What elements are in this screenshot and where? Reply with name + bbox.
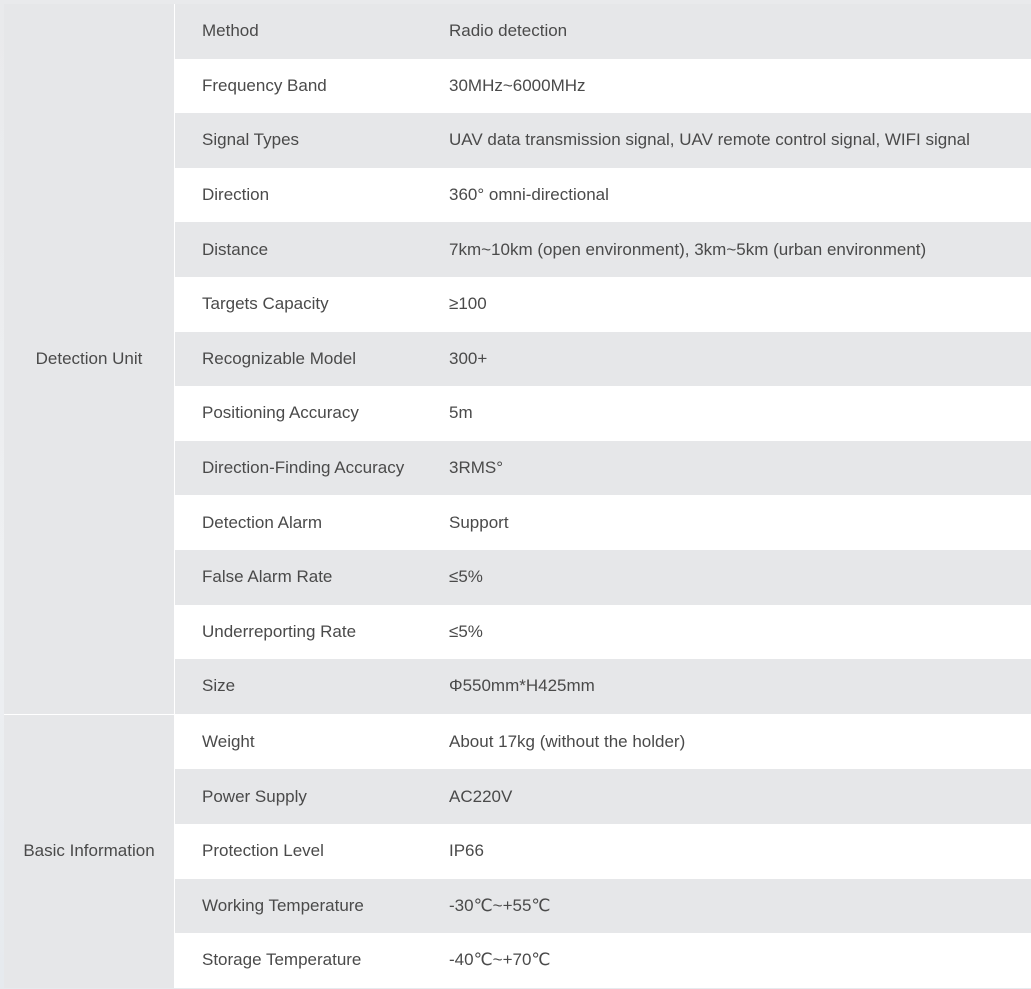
param-name: Positioning Accuracy (202, 403, 359, 423)
param-value: ≥100 (449, 294, 487, 314)
param-value: -30℃~+55℃ (449, 895, 551, 915)
group-basic-information (4, 715, 1031, 988)
table-row (175, 59, 1031, 114)
param-value: ≤5% (449, 621, 483, 641)
table-row (175, 4, 1031, 59)
param-value: IP66 (449, 841, 484, 861)
group-label: Detection Unit (4, 4, 175, 714)
param-name: Weight (202, 732, 255, 752)
table-row (175, 222, 1031, 277)
table-row (175, 113, 1031, 168)
param-value: 5m (449, 403, 473, 423)
table-row (175, 879, 1031, 934)
param-value: Radio detection (449, 21, 568, 41)
group-rows (175, 715, 1031, 988)
table-row (175, 332, 1031, 387)
param-name: Storage Temperature (202, 950, 362, 970)
param-value: 30MHz~6000MHz (449, 75, 586, 95)
table-row (175, 495, 1031, 550)
table-row (175, 277, 1031, 332)
param-value: 7km~10km (open environment), 3km~5km (urban environment) (449, 239, 927, 259)
param-name: Direction (202, 185, 270, 205)
param-value: UAV data transmission signal, UAV remote control signal, WIFI signal (449, 130, 970, 150)
group-detection-unit (4, 4, 1031, 715)
table-row (175, 715, 1031, 770)
param-value: ≤5% (449, 567, 483, 587)
param-name: Recognizable Model (202, 348, 357, 368)
param-value: 360° omni-directional (449, 185, 609, 205)
table-row (175, 769, 1031, 824)
param-value: Support (449, 512, 509, 532)
group-label: Basic Information (4, 715, 175, 988)
param-value: -40℃~+70℃ (449, 950, 551, 970)
table-row (175, 933, 1031, 988)
group-rows (175, 4, 1031, 714)
table-row (175, 386, 1031, 441)
param-value: 300+ (449, 348, 488, 368)
param-name: Working Temperature (202, 895, 364, 915)
param-value: AC220V (449, 786, 513, 806)
table-row (175, 659, 1031, 714)
spec-table (4, 4, 1031, 988)
param-name: Frequency Band (202, 75, 327, 95)
param-name: Targets Capacity (202, 294, 329, 314)
param-name: Underreporting Rate (202, 621, 357, 641)
param-value: 3RMS° (449, 458, 504, 478)
param-name: Distance (202, 239, 269, 259)
table-row (175, 441, 1031, 496)
param-name: False Alarm Rate (202, 567, 333, 587)
param-name: Method (202, 21, 259, 41)
param-value: Φ550mm*H425mm (449, 676, 595, 696)
param-value: About 17kg (without the holder) (449, 732, 686, 752)
table-row (175, 824, 1031, 879)
param-name: Size (202, 676, 236, 696)
param-name: Signal Types (202, 130, 300, 150)
param-name: Detection Alarm (202, 512, 322, 532)
param-name: Power Supply (202, 786, 307, 806)
param-name: Protection Level (202, 841, 324, 861)
table-row (175, 550, 1031, 605)
table-row (175, 605, 1031, 660)
table-row (175, 168, 1031, 223)
param-name: Direction-Finding Accuracy (202, 458, 405, 478)
